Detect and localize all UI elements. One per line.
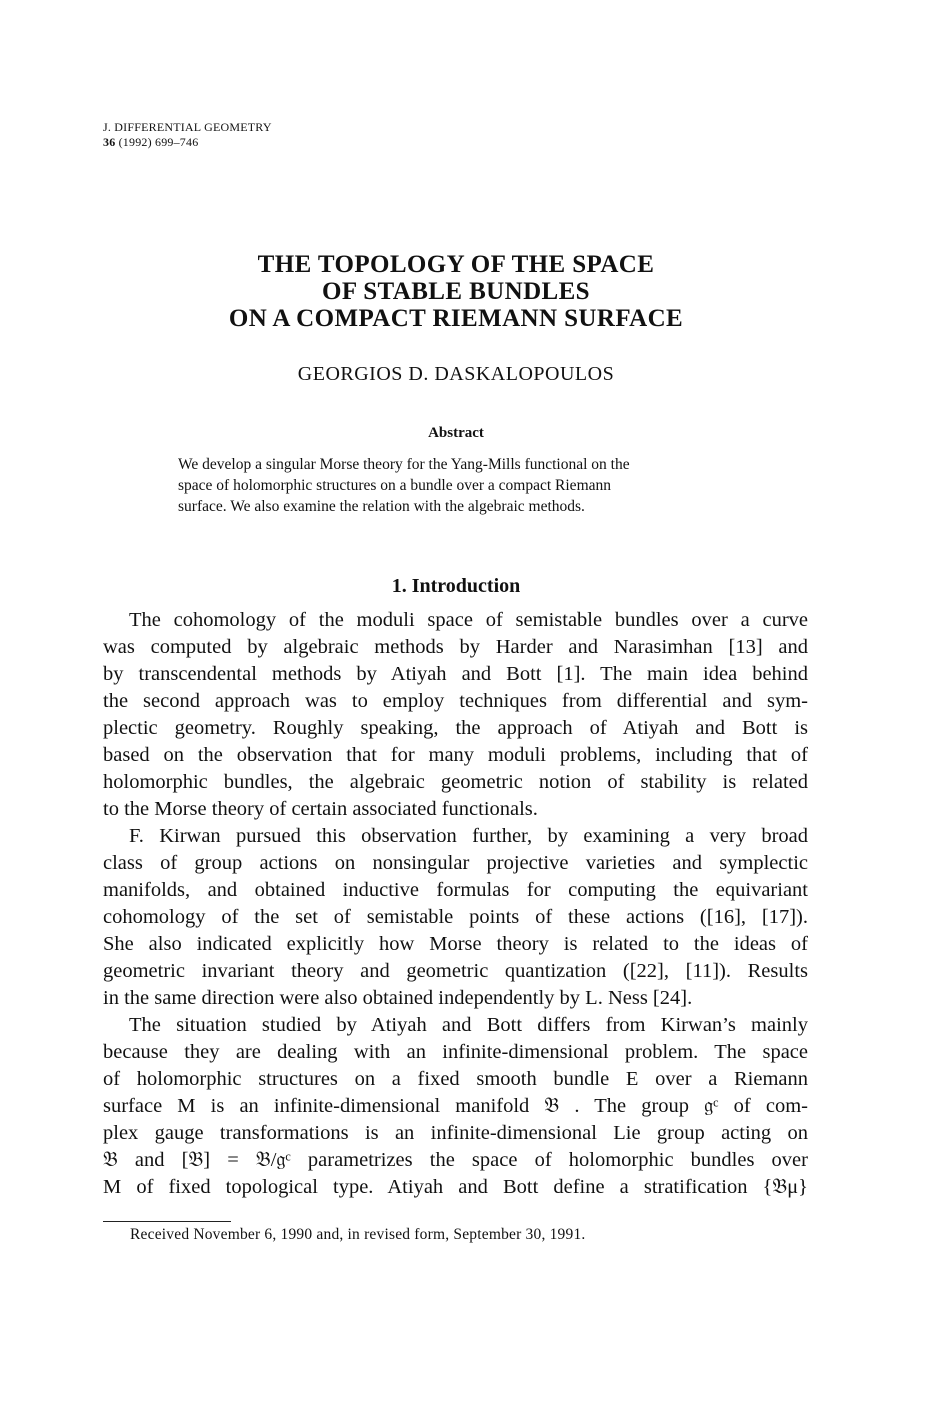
text-line: was computed by algebraic methods by Harder and Narasimhan [13] and (103, 636, 808, 658)
body-text (103, 607, 808, 1201)
journal-header (103, 120, 272, 150)
text-line: class of group actions on nonsingular projective varieties and symplectic (103, 852, 808, 874)
text-line: surface M is an infinite-dimensional manifold 𝔅 . The group 𝔤ᶜ of com- (103, 1095, 808, 1117)
paragraph (103, 607, 808, 823)
text-line: geometric invariant theory and geometric quantization ([22], [11]). Results (103, 960, 808, 982)
footnote-rule (103, 1221, 231, 1222)
text-line: She also indicated explicitly how Morse theory is related to the ideas of (103, 933, 808, 955)
text-line: to the Morse theory of certain associated functionals. (103, 798, 538, 820)
text-line: 𝔅 and [𝔅] = 𝔅/𝔤ᶜ parametrizes the space of holomorphic bundles over (103, 1149, 808, 1171)
abstract-line: We develop a singular Morse theory for the Yang-Mills functional on the (178, 456, 630, 473)
text-line: by transcendental methods by Atiyah and Bott [1]. The main idea behind (103, 663, 808, 685)
paragraph (103, 1012, 808, 1201)
text-line: in the same direction were also obtained independently by L. Ness [24]. (103, 987, 693, 1009)
title-line-1: THE TOPOLOGY OF THE SPACE (257, 251, 655, 278)
title-line-2: OF STABLE BUNDLES (322, 278, 590, 305)
text-line: plectic geometry. Roughly speaking, the approach of Atiyah and Bott is (103, 717, 808, 739)
text-line: the second approach was to employ techniques from differential and sym- (103, 690, 808, 712)
abstract-line: surface. We also examine the relation with the algebraic methods. (178, 498, 585, 515)
paragraph (103, 823, 808, 1012)
text-line: cohomology of the set of semistable points of these actions ([16], [17]). (103, 906, 808, 928)
abstract-heading: Abstract (428, 425, 484, 441)
text-line: The situation studied by Atiyah and Bott differs from Kirwan’s mainly (129, 1014, 808, 1036)
journal-volume-line (103, 135, 272, 150)
title-line-3: ON A COMPACT RIEMANN SURFACE (228, 305, 684, 332)
text-line: The cohomology of the moduli space of semistable bundles over a curve (129, 609, 808, 631)
journal-volume: 36 (103, 135, 116, 149)
text-line: M of fixed topological type. Atiyah and Bott define a stratification {𝔅μ} (103, 1176, 808, 1198)
author-name: GEORGIOS D. DASKALOPOULOS (297, 363, 615, 385)
journal-year-pages: (1992) 699–746 (115, 135, 199, 149)
section-heading: 1. Introduction (391, 575, 521, 597)
journal-name: J. DIFFERENTIAL GEOMETRY (103, 120, 272, 134)
text-line: F. Kirwan pursued this observation further, by examining a very broad (129, 825, 808, 847)
text-line: manifolds, and obtained inductive formulas for computing the equivariant (103, 879, 808, 901)
text-line: plex gauge transformations is an infinite-dimensional Lie group acting on (103, 1122, 808, 1144)
abstract-line: space of holomorphic structures on a bundle over a compact Riemann (178, 477, 612, 494)
abstract-body (178, 454, 738, 517)
paper-title (0, 251, 912, 332)
text-line: because they are dealing with an infinite-dimensional problem. The space (103, 1041, 808, 1063)
text-line: of holomorphic structures on a fixed smooth bundle E over a Riemann (103, 1068, 808, 1090)
text-line: based on the observation that for many moduli problems, including that of (103, 744, 808, 766)
footnote: Received November 6, 1990 and, in revised form, September 30, 1991. (130, 1226, 586, 1243)
text-line: holomorphic bundles, the algebraic geometric notion of stability is related (103, 771, 808, 793)
